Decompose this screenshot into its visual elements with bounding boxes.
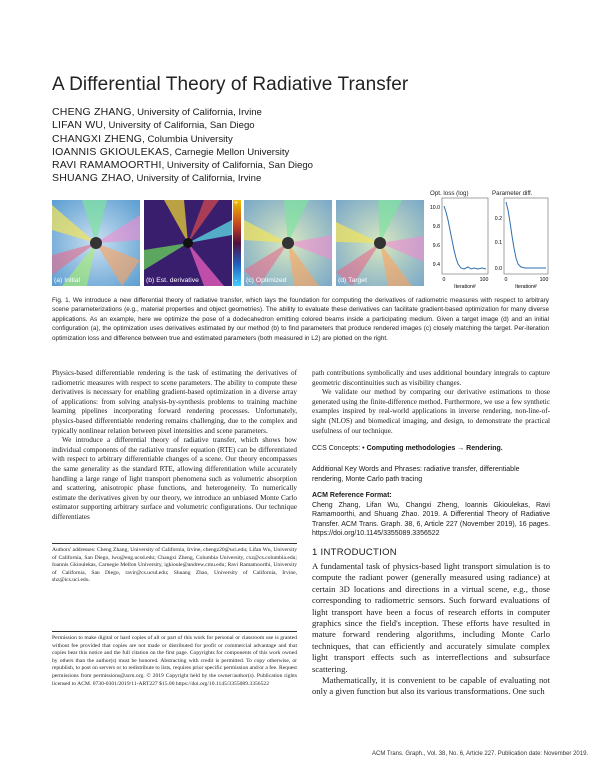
- x-tick-label: 0: [504, 277, 508, 283]
- intro-paragraph: Mathematically, it is convenient to be capable of evaluating not only a given function but also its various transformations. One such: [312, 675, 550, 697]
- author-name: CHANGXI ZHENG: [52, 132, 143, 145]
- x-tick-label: 0: [442, 277, 446, 283]
- y-tick-label: 9.8: [432, 224, 440, 230]
- author-name: RAVI RAMAMOORTHI: [52, 159, 162, 172]
- plot-frame: [504, 198, 548, 274]
- x-axis-label: Iteration#: [454, 284, 476, 290]
- x-tick-label: 100: [539, 277, 549, 283]
- abstract-paragraph: Physics-based differentiable rendering is the task of estimating the derivatives of radiometric measures with respect to scene parameters. The ability to compute these derivatives is necessary for enabling gradient-based optimization in a diverse array of applications: from solving analysis-by-synthesis problems to training machine learning pipelines incorporating forward rendering processes. Unfortunately, physics-based differentiable rendering remains challenging, due to the complex and typically nonlinear relation between pixel intensities and scene parameters.: [52, 369, 297, 435]
- loss-curve: [444, 206, 486, 269]
- y-tick-label: 0.0: [494, 266, 502, 272]
- teaser-image-derivative: [144, 200, 232, 286]
- loss-plot: [428, 188, 490, 297]
- acm-reference: [312, 491, 550, 539]
- y-tick-label: 10.0: [429, 205, 440, 211]
- acm-reference-heading: ACM Reference Format:: [312, 492, 392, 499]
- colorbar: [233, 200, 241, 286]
- colorbar-max-label: +: [234, 200, 239, 207]
- intro-paragraph: A fundamental task of physics-based light transport simulation is to compute the radiant power (generally measured using radiance) at certain 3D locations and directions in a virtual scene, e.g., those corresponding to radiometric sensors. Such forward evaluations of light transport have been a focus of research efforts in computer graphics since the field's inception. These efforts have resulted in mature forward rendering algorithms, including Monte Carlo techniques, that can efficiently and accurately simulate complex light transport effects such as interreflections and subsurface scattering.: [312, 561, 550, 674]
- author-affiliation: , Columbia University: [142, 133, 233, 145]
- teaser-label: (a) Initial: [54, 277, 81, 284]
- author-name: IOANNIS GKIOULEKAS: [52, 145, 170, 158]
- paper-title: A Differential Theory of Radiative Transfer: [52, 74, 409, 95]
- author-line: [52, 146, 313, 159]
- teaser-label: (d) Target: [338, 277, 367, 284]
- author-affiliation: , University of California, San Diego: [103, 120, 255, 132]
- teaser-image-target: [336, 200, 424, 286]
- colorbar-min-label: -: [235, 278, 238, 285]
- teaser-image-optimized: [244, 200, 332, 286]
- author-name: CHENG ZHANG: [52, 106, 132, 118]
- plot-frame: [442, 198, 488, 274]
- plot-title: Parameter diff.: [492, 190, 533, 197]
- section-heading: 1 INTRODUCTION: [312, 547, 397, 558]
- abstract-paragraph: We introduce a differential theory of radiative transfer, which shows how individual components of the radiative transfer equation (RTE) can be differentiated with respect to arbitrary differentiable changes of a scene. Our theory encompasses the same generality as the standard RTE, allowing differentiation while accurately handling a large range of light transport phenomena such as volumetric absorption and scattering, anisotropic phase functions, and heterogeneity. To numerically estimate the derivatives given by our theory, we introduce an unbiased Monte Carlo estimator supporting arbitrary surface and volumetric configurations. Our technique differentiates: [52, 436, 297, 521]
- author-affiliation: , University of California, Irvine: [131, 173, 262, 185]
- y-tick-label: 0.2: [494, 216, 502, 222]
- author-line: [52, 133, 313, 146]
- teaser-label: (b) Est. derivative: [146, 277, 199, 284]
- author-line: [52, 159, 313, 172]
- author-line: [52, 119, 313, 132]
- plot-title: Opt. loss (log): [430, 190, 469, 197]
- abstract-left-column: [52, 369, 297, 523]
- author-line: [52, 172, 313, 185]
- ccs-value: Computing methodologies → Rendering.: [366, 445, 503, 452]
- y-tick-label: 0.1: [494, 240, 502, 246]
- acm-reference-text: Cheng Zhang, Lifan Wu, Changxi Zheng, Ioannis Gkioulekas, Ravi Ramamoorthi, and Shuang Zhao. 2019. A Differential Theory of Radiative Transfer. ACM Trans. Graph. 38, 6, Article 227 (November 2019), 16 pages. https://doi.org/10.1145/3355089.3356522: [312, 501, 550, 538]
- author-affiliation: , University of California, San Diego: [161, 160, 314, 172]
- author-name: LIFAN WU: [52, 119, 104, 132]
- authors-addresses: Authors' addresses: Cheng Zhang, University of California, Irvine, chengz20@uci.edu; Lifan Wu, University of California, San Diego, lwu@eng.ucsd.edu; Changxi Zheng, Columbia University, cxz@cs.columbia.edu; Ioannis Gkioulekas, Carnegie Mellon University, igkioule@andrew.cmu.edu; Ravi Ramamoorthi, University of California, San Diego, ravir@cs.ucsd.edu; Shuang Zhao, University of California, Irvine, shz@ics.uci.edu.: [52, 543, 297, 585]
- abstract-right-column: [312, 369, 550, 436]
- y-tick-label: 9.4: [432, 262, 440, 268]
- x-axis-label: Iteration#: [515, 284, 537, 290]
- introduction-text: [312, 561, 550, 698]
- author-affiliation: , Carnegie Mellon University: [169, 146, 290, 158]
- param-diff-curve: [506, 202, 546, 268]
- author-name: SHUANG ZHAO: [52, 172, 132, 185]
- figure-caption: Fig. 1. We introduce a new differential theory of radiative transfer, which lays the foundation for computing the derivatives of radiometric measures with respect to arbitrary scene parameterizations (e.g., material properties and object geometries). The ability to evaluate these derivatives can facilitate gradient-based optimization for many diverse applications. As an example, here we optimize the pose of a dodecahedron emitting colored beams inside a participating medium. Given a target image (d) and an initial configuration (a), the optimization uses derivatives estimated by our method (b) to find parameters that produce rendered images (c) closely matching the target. Per-iteration optimization loss and difference between true and estimated parameters (both measured in L2) are plotted on the right.: [52, 297, 549, 342]
- abstract-paragraph: path contributions symbolically and uses additional boundary integrals to capture geometric discontinuities such as visibility changes.: [312, 369, 550, 387]
- ccs-label: CCS Concepts: •: [312, 445, 367, 452]
- ccs-concepts: [312, 444, 550, 454]
- y-tick-label: 9.6: [432, 243, 440, 249]
- permission-notice: Permission to make digital or hard copies of all or part of this work for personal or classroom use is granted without fee provided that copies are not made or distributed for profit or commercial advantage and that copies bear this notice and the full citation on the first page. Copyrights for components of this work owned by others than the author(s) must be honored. Abstracting with credit is permitted. To copy otherwise, or republish, to post on servers or to redistribute to lists, requires prior specific permission and/or a fee. Request permissions from permissions@acm.org. © 2019 Copyright held by the owner/author(s). Publication rights licensed to ACM. 0730-0301/2019/11-ART227 $15.00 https://doi.org/10.1145/3355089.3356522: [52, 631, 297, 688]
- author-line: [52, 106, 313, 119]
- x-tick-label: 100: [479, 277, 489, 283]
- running-footer: ACM Trans. Graph., Vol. 38, No. 6, Article 227. Publication date: November 2019.: [372, 751, 589, 757]
- abstract-paragraph: We validate our method by comparing our derivative estimations to those generated using the finite-difference method. Furthermore, we use a few synthetic examples inspired by real-world applications in inverse rendering, non-line-of-sight (NLOS) and biomedical imaging, and design, to demonstrate the practical usefulness of our technique.: [312, 388, 550, 435]
- author-affiliation: , University of California, Irvine: [131, 107, 262, 118]
- author-list: [52, 106, 313, 186]
- keywords: Additional Key Words and Phrases: radiative transfer, differentiable rendering, Monte Carlo path tracing: [312, 466, 520, 483]
- teaser-label: (c) Optimized: [246, 277, 287, 284]
- teaser-image-initial: [52, 200, 140, 286]
- param-plot: [490, 188, 550, 297]
